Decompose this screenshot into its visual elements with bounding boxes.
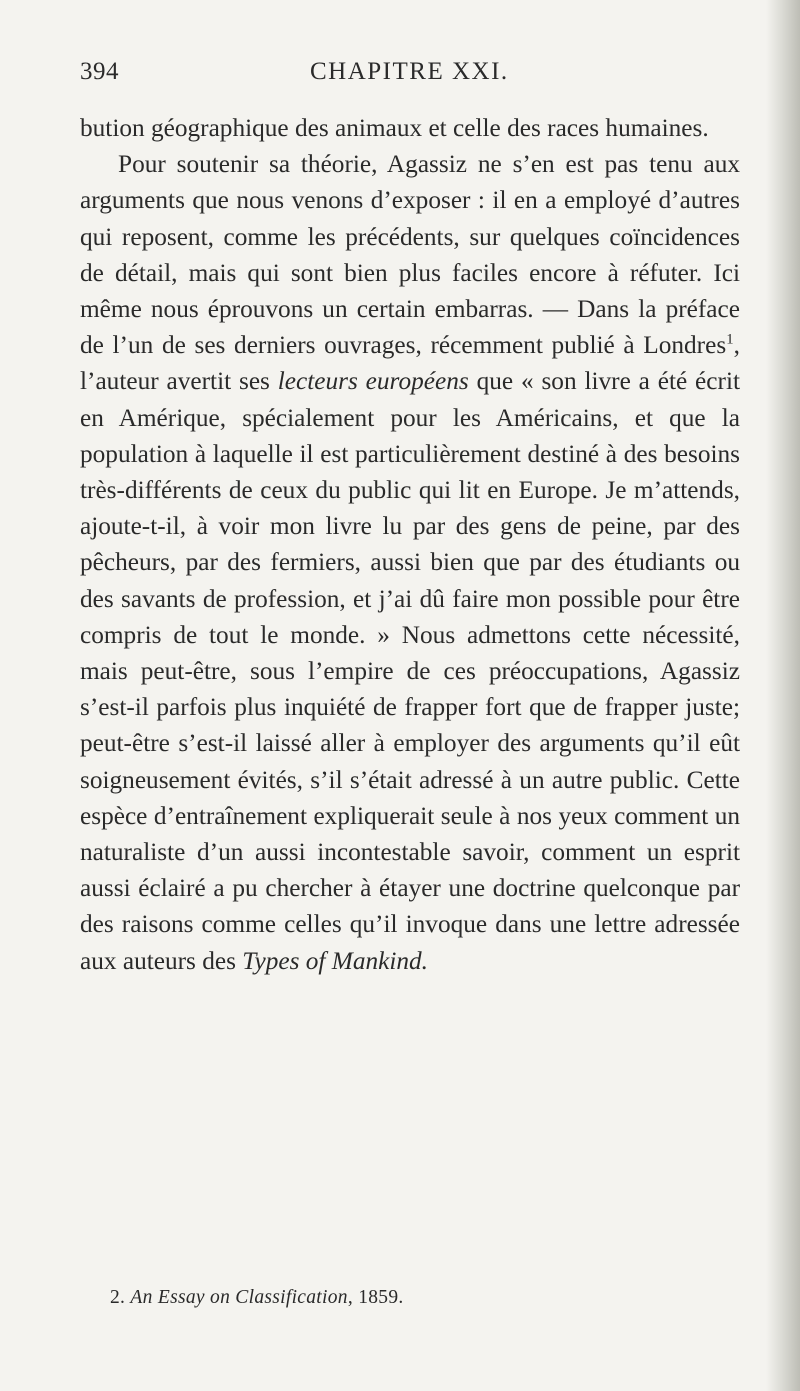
paragraph-text: que « son livre a été écrit en Amérique, spécialement pour les Américains, et que la population à laquelle il est particulièrement destiné à des besoins très-différents de ceux du public qui lit en Europe. Je m’attends, ajoute-t-il, à voir mon livre lu par des gens de peine, par des pêcheurs, par des fermiers, aussi bien que par des étudiants ou des savants de profession, et j’ai dû faire mon possible pour être compris de tout le monde. » Nous admettons cette nécessité, mais peut-être, sous l’empire de ces préoccupations, Agassiz s’est-il parfois plus inquiété de frapper fort que de frapper juste; peut-être s’est-il laissé aller à employer des arguments qu’il eût soigneusement évités, s’il s’était adressé à un autre public. Cette espèce d’entraînement expliquerait seule à nos yeux comment un naturaliste d’un aussi incontestable savoir, comment un esprit aussi éclairé a pu chercher à étayer une doctrine quelconque par des raisons comme celles qu’il invoque dans une lettre adressée aux auteurs des (80, 367, 740, 975)
body-text (80, 110, 740, 979)
paragraph-text: bution géographique des animaux et celle des races humaines. (80, 114, 709, 142)
footnote-title: An Essay on Classification (130, 1287, 348, 1308)
paragraph-text: , l’auteur avertit ses (80, 331, 740, 396)
footnote (110, 1287, 404, 1309)
footnote-number: 2. (110, 1287, 126, 1308)
page-number: 394 (80, 58, 119, 85)
footnote-text: , 1859. (347, 1287, 404, 1308)
emphasized-text: lecteurs européens (277, 367, 469, 396)
emphasized-text: Types of Mankind. (242, 946, 428, 975)
paragraph (80, 146, 740, 979)
footnote-reference: 1 (726, 331, 734, 348)
running-head (80, 58, 740, 94)
paragraph-text: Pour soutenir sa théorie, Agassiz ne s’en est pas tenu aux arguments que nous venons d’exposer : il en a employé d’autres qui reposent, comme les précédents, sur quelques coïncidences de détail, mais qui sont bien plus faciles encore à réfuter. Ici même nous éprouvons un certain embarras. — Dans la préface de l’un de ses derniers ouvrages, récemment publié à Londres (80, 150, 740, 360)
paragraph-continuation (80, 110, 740, 146)
chapter-title: CHAPITRE XXI. (310, 58, 509, 85)
